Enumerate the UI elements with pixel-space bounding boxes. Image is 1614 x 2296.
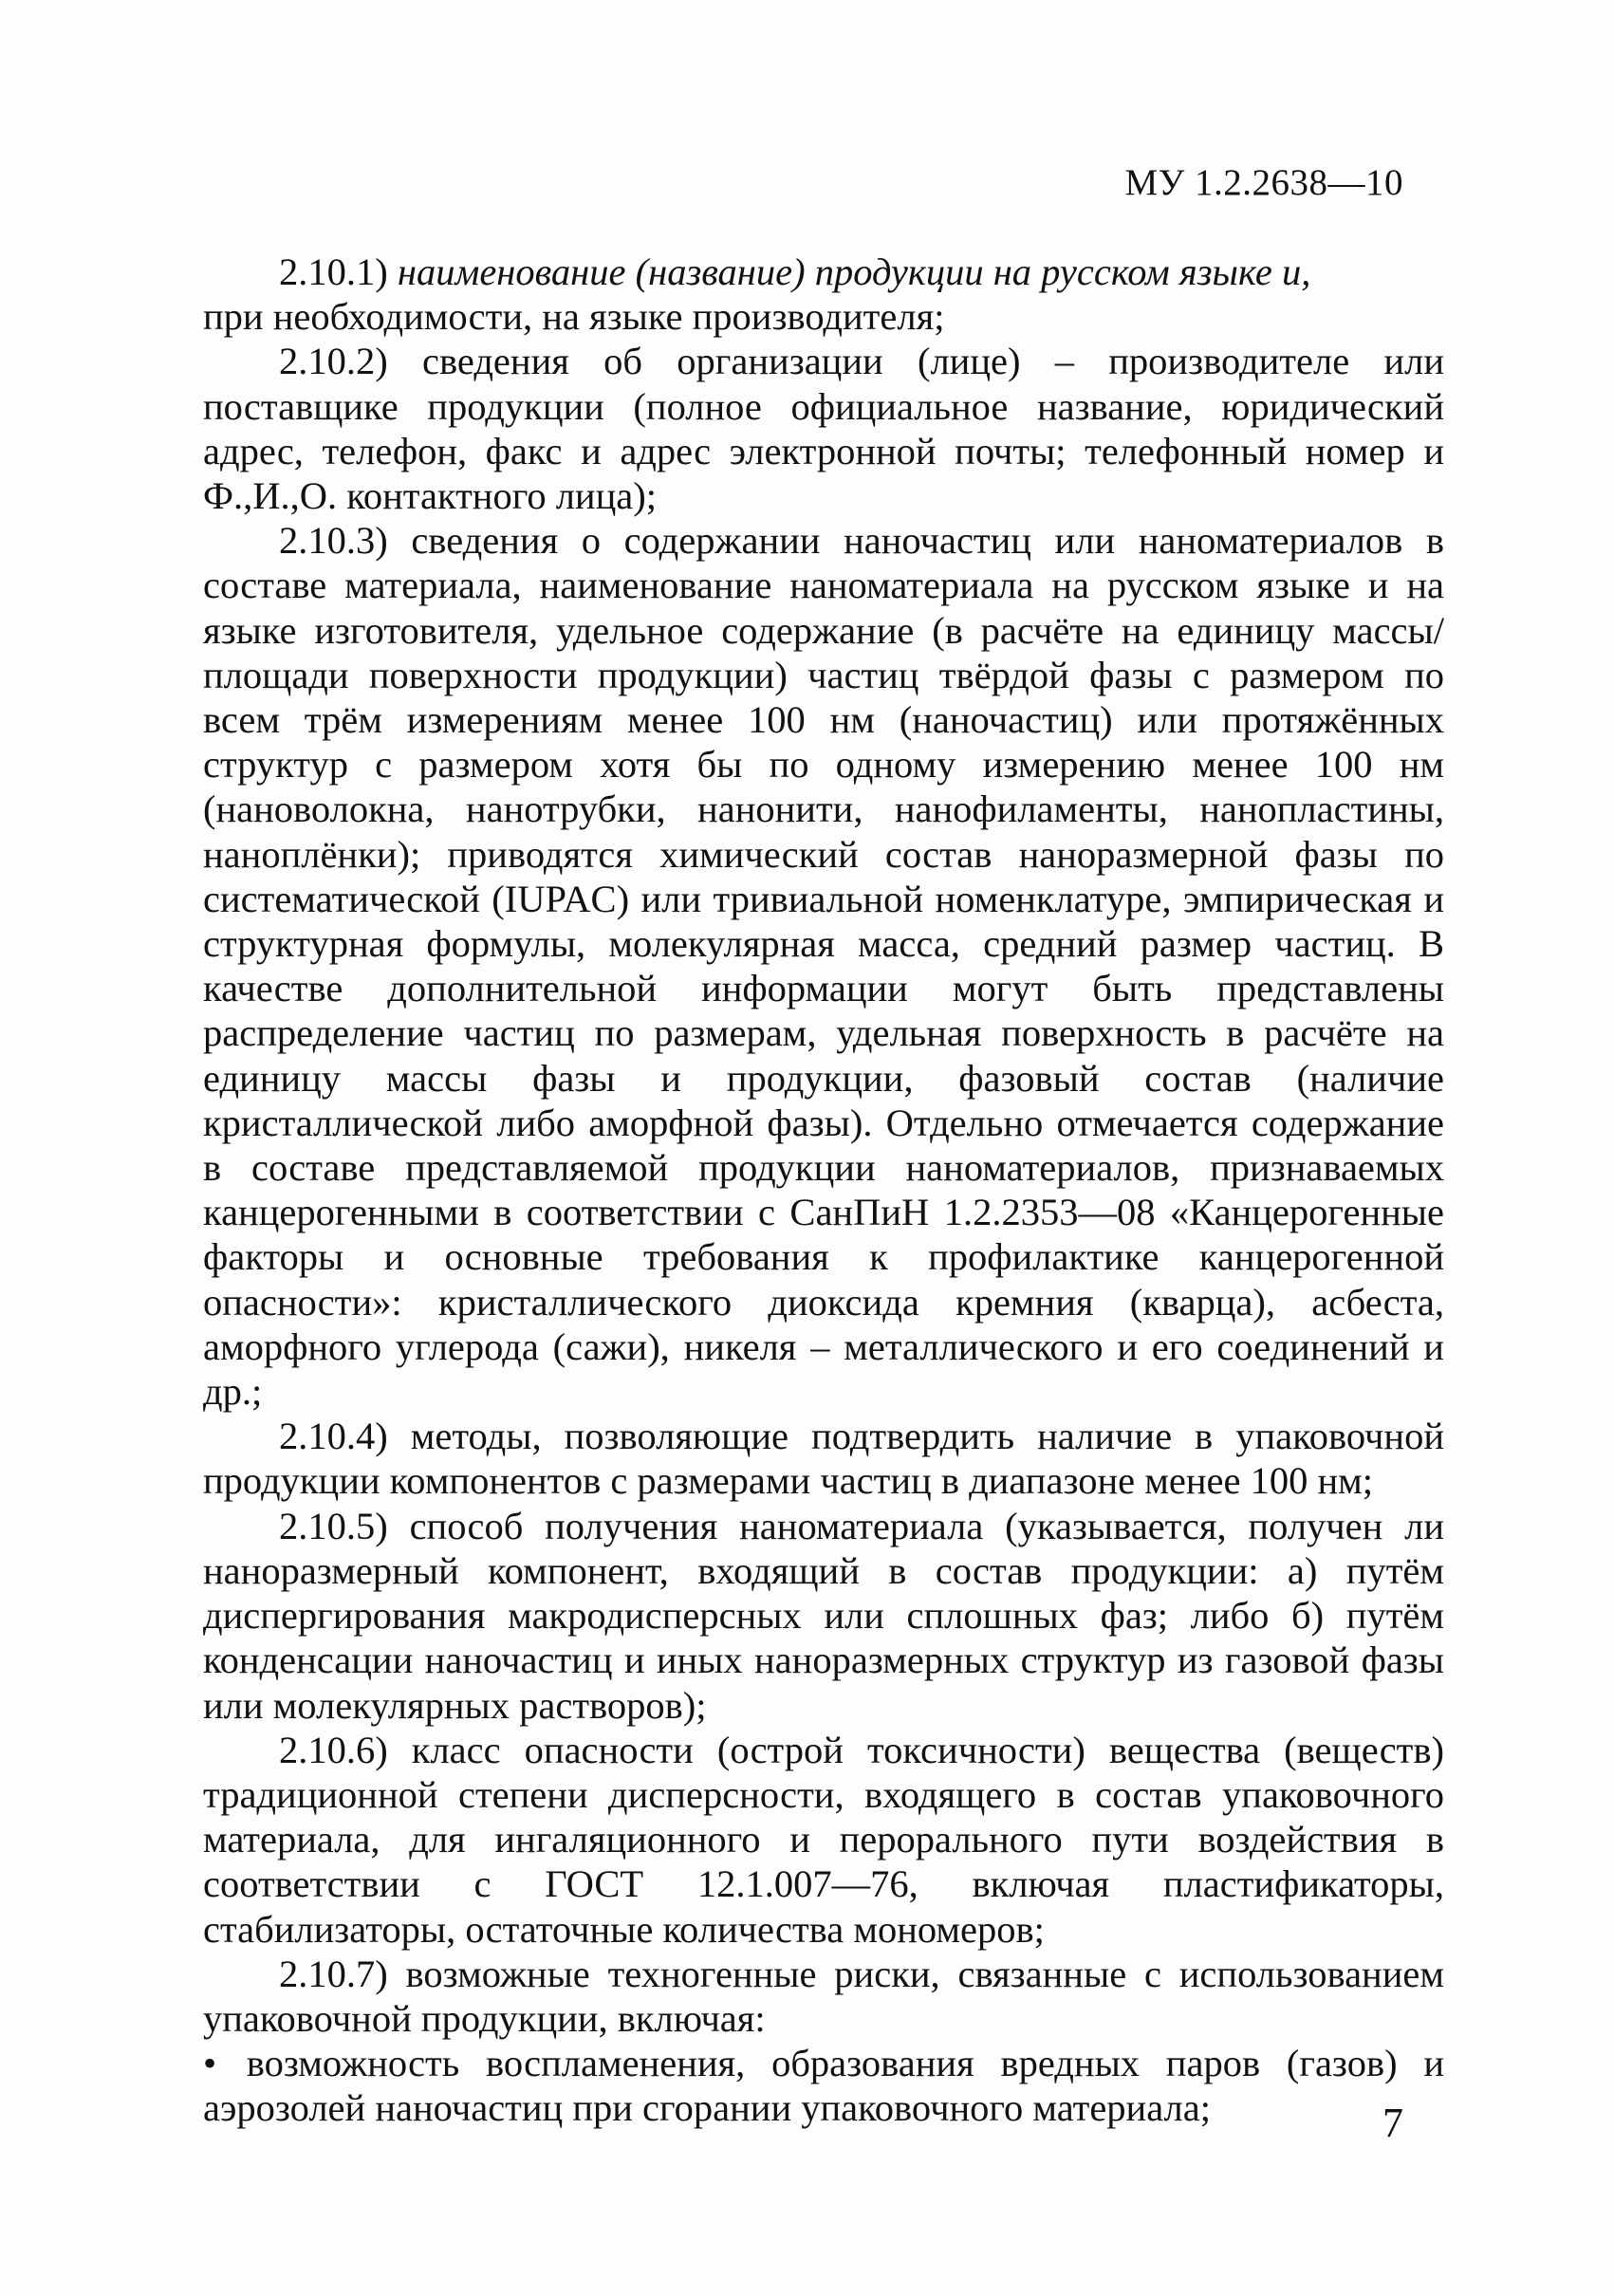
- paragraph-number: 2.10.7): [279, 1952, 388, 1995]
- bullet-text: возможность воспламенения, образования вредных паров (газов) и аэрозолей наночастиц при сгорании упаковочного материала;: [203, 2042, 1444, 2130]
- paragraph-2-10-6: [203, 1728, 1444, 1952]
- bullet-item: [203, 2041, 1444, 2130]
- paragraph-number: 2.10.2): [279, 340, 388, 383]
- page-number: 7: [1382, 2100, 1403, 2146]
- paragraph-text: сведения о содержании наночастиц или наноматериалов в составе материала, наименование наноматериала на русском языке и на языке изготовителя, удельное содержание (в расчёте на единицу массы/площади поверхности продукции) частиц твёрдой фазы с размером по всем трём измерениям менее 100 нм (наночастиц) или протяжённых структур с размером хотя бы по одному измерению менее 100 нм (нановолокна, нанотрубки, нанонити, нанофиламенты, нанопластины, наноплёнки); приводятся химический состав наноразмерной фазы по систематической (IUPAC) или тривиальной номенклатуре, эмпирическая и структурная формулы, молекулярная масса, средний размер частиц. В качестве дополнительной информации могут быть представлены распределение частиц по размерам, удельная поверхность в расчёте на единицу массы фазы и продукции, фазовый состав (наличие кристаллической либо аморфной фазы). Отдельно отмечается содержание в составе представляемой продукции наноматериалов, признаваемых канцерогенными в соответствии с СанПиН 1.2.2353—08 «Канцерогенные факторы и основные требования к профилактике канцерогенной опасности»: кристаллического диоксида кремния (кварца), асбеста, аморфного углерода (сажи), никеля – металлического и его соединений и др.;: [203, 519, 1444, 1414]
- paragraph-number: 2.10.5): [279, 1504, 388, 1547]
- paragraph-text: сведения об организации (лице) – производителе или поставщике продукции (полное официальное название, юридический адрес, телефон, факс и адрес электронной почты; телефонный номер и Ф.,И.,О. контактного лица);: [203, 340, 1444, 518]
- paragraph-text: способ получения наноматериала (указывается, получен ли наноразмерный компонент, входящий в состав продукции: а) путём диспергирования макродисперсных или сплошных фаз; либо б) путём конденсации наночастиц и иных наноразмерных структур из газовой фазы или молекулярных растворов);: [203, 1504, 1444, 1727]
- document-code-header: МУ 1.2.2638—10: [1124, 162, 1403, 203]
- paragraph-text: возможные техногенные риски, связанные с использованием упаковочной продукции, включая:: [203, 1952, 1444, 2040]
- paragraph-2-10-1: [203, 250, 1444, 339]
- paragraph-2-10-4: [203, 1414, 1444, 1503]
- paragraph-text-italic: наименование (название) продукции на русском языке и,: [387, 250, 1311, 293]
- paragraph-text: методы, позволяющие подтвердить наличие в упаковочной продукции компонентов с размерами частиц в диапазоне менее 100 нм;: [203, 1415, 1444, 1503]
- paragraph-number: 2.10.6): [279, 1728, 388, 1771]
- paragraph-2-10-2: [203, 339, 1444, 518]
- bullet-icon: •: [203, 2042, 217, 2085]
- paragraph-text: при необходимости, на языке производителя;: [203, 295, 945, 339]
- paragraph-number: 2.10.1): [279, 250, 388, 293]
- paragraph-text: класс опасности (острой токсичности) вещества (веществ) традиционной степени дисперсности, входящего в состав упаковочного материала, для ингаляционного и перорального пути воздействия в соответствии с ГОСТ 12.1.007—76, включая пластификаторы, стабилизаторы, остаточные количества мономеров;: [203, 1728, 1444, 1951]
- document-body: [203, 250, 1444, 2131]
- paragraph-number: 2.10.4): [279, 1415, 388, 1458]
- paragraph-2-10-7: [203, 1952, 1444, 2041]
- paragraph-number: 2.10.3): [279, 519, 388, 563]
- paragraph-2-10-3: [203, 518, 1444, 1414]
- paragraph-2-10-5: [203, 1504, 1444, 1728]
